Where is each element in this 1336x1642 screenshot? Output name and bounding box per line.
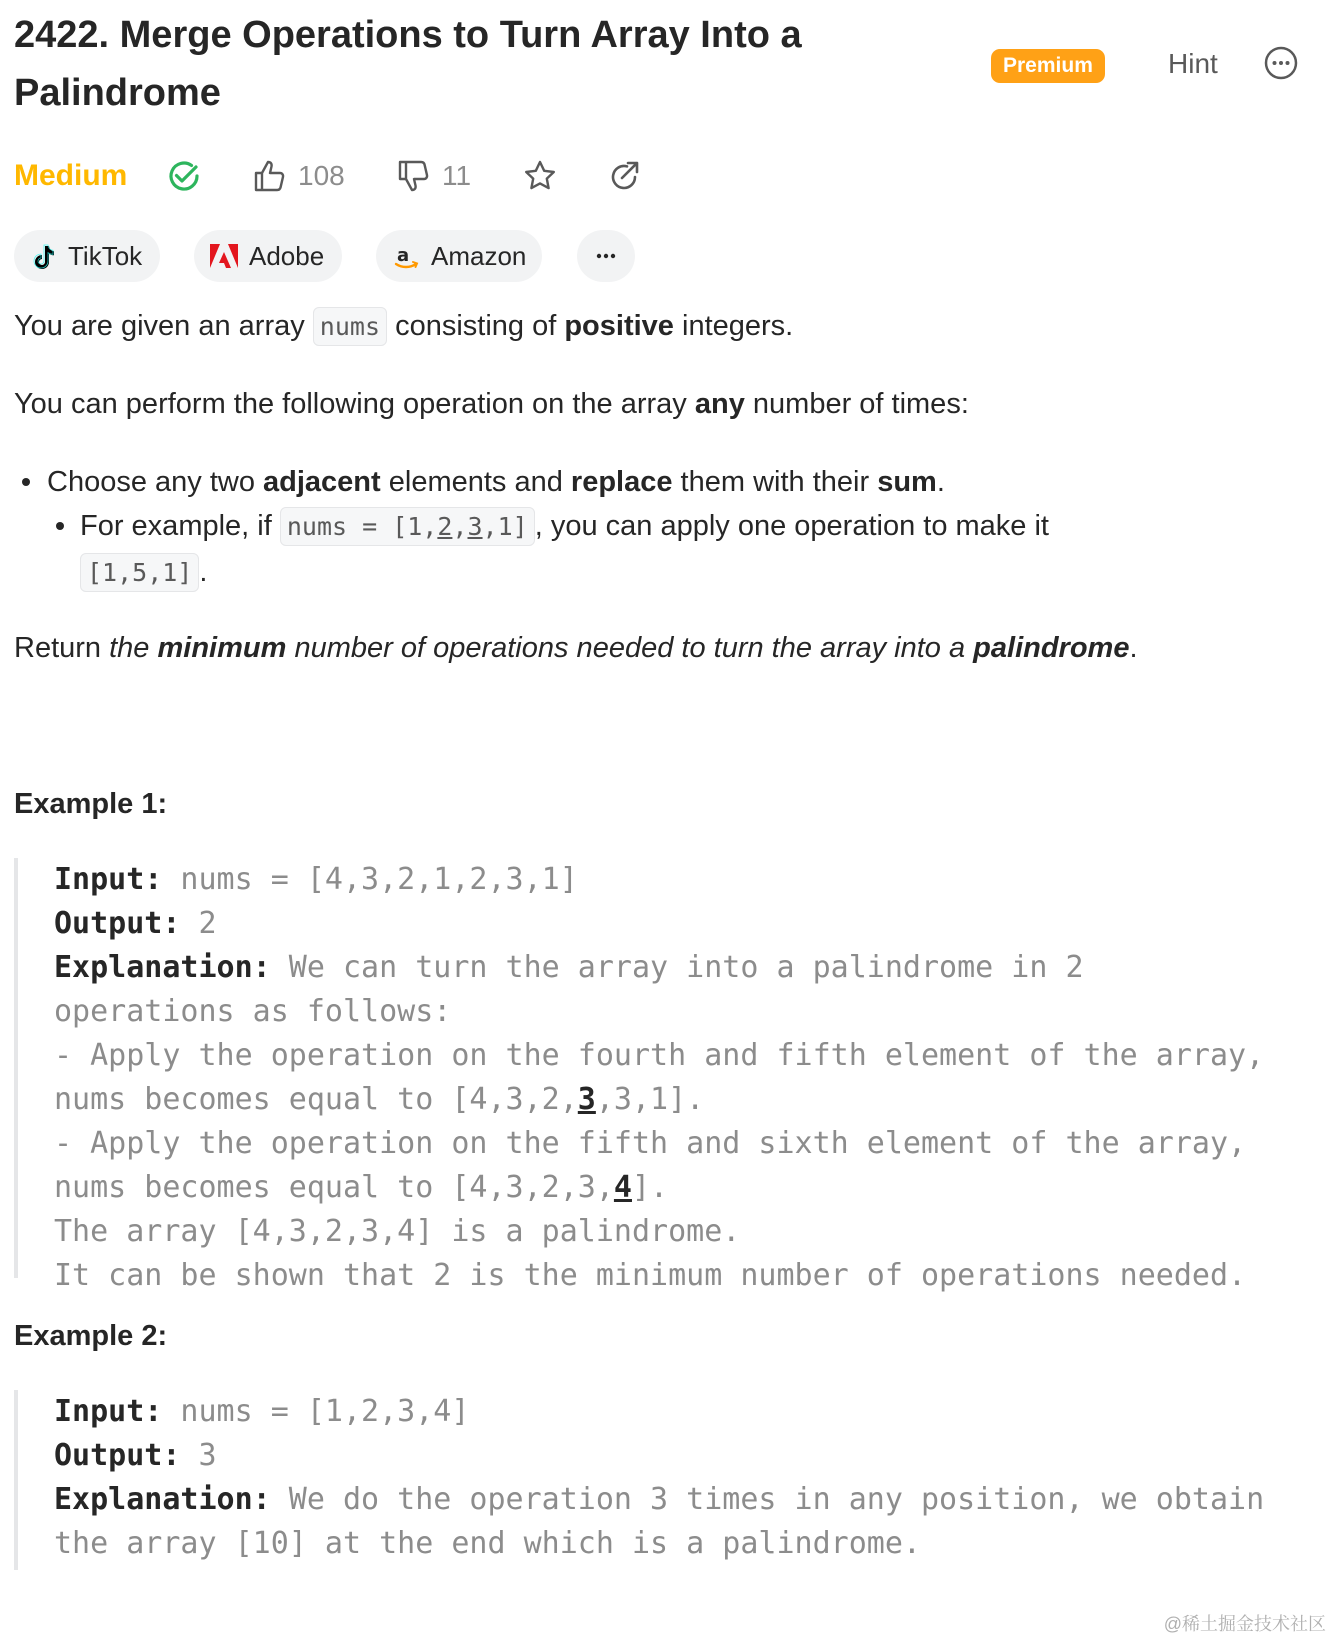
- thumbs-up-icon[interactable]: [252, 158, 288, 194]
- description-paragraph-1: You are given an array nums consisting of positive integers.: [14, 306, 793, 347]
- example-1-block: Input: nums = [4,3,2,1,2,3,1] Output: 2 Explanation: We can turn the array into a palindrome in 2 operations as follows: - Apply the operation on the fourth and fifth element of the array, nums becomes equal to [4,3,2,3,3,1]. - Apply the operation on the fifth and sixth element of the array, nums becomes equal to [4,3,2,3,4]. The array [4,3,2,3,4] is a palindrome. It can be shown that 2 is the minimum number of operations needed.: [14, 858, 1314, 1278]
- company-tag-tiktok[interactable]: [14, 230, 160, 282]
- example-2-block: Input: nums = [1,2,3,4] Output: 3 Explanation: We do the operation 3 times in any position, we obtain the array [10] at the end which is a palindrome.: [14, 1390, 1314, 1570]
- inline-code: nums: [313, 307, 387, 346]
- tag-label: Adobe: [249, 241, 325, 271]
- company-tag-amazon[interactable]: [376, 230, 542, 282]
- watermark: @稀土掘金技术社区: [1163, 1614, 1326, 1634]
- adobe-logo-icon: [210, 244, 238, 268]
- company-tag-adobe[interactable]: [194, 230, 342, 282]
- difficulty-label: Medium: [14, 159, 128, 192]
- svg-text:a: a: [397, 245, 410, 266]
- bullet-dot: [22, 478, 30, 486]
- premium-badge[interactable]: Premium: [991, 49, 1105, 83]
- example-1-title: Example 1:: [14, 788, 168, 820]
- tiktok-logo-icon: [32, 244, 56, 270]
- bullet-item-2: For example, if nums = [1,2,3,1] , you can apply one operation to make it: [80, 506, 1049, 547]
- bullet-dot: [56, 522, 64, 530]
- star-icon[interactable]: [522, 158, 558, 194]
- ellipsis-icon: [594, 244, 618, 268]
- solved-check-icon: [166, 158, 202, 194]
- share-icon[interactable]: [606, 158, 642, 194]
- more-companies-button[interactable]: [577, 230, 635, 282]
- inline-code: nums = [1,2,3,1]: [280, 507, 535, 546]
- more-options-icon[interactable]: [1263, 45, 1299, 81]
- problem-meta-row: [14, 152, 734, 200]
- tag-label: TikTok: [68, 241, 143, 271]
- likes-count: 108: [298, 160, 345, 191]
- hint-button[interactable]: Hint: [1168, 48, 1218, 79]
- bullet-item-1: Choose any two adjacent elements and replace them with their sum.: [47, 466, 945, 498]
- example-2-title: Example 2:: [14, 1320, 168, 1352]
- bullet-item-2-continued: [1,5,1] .: [80, 552, 207, 593]
- description-paragraph-2: You can perform the following operation on the array any number of times:: [14, 388, 969, 420]
- problem-title: 2422. Merge Operations to Turn Array Into a Palindrome: [14, 14, 802, 114]
- description-paragraph-3: Return the minimum number of operations needed to turn the array into a palindrome.: [14, 632, 1138, 664]
- amazon-logo-icon: [394, 244, 420, 270]
- thumbs-down-icon[interactable]: [396, 158, 432, 194]
- inline-code: [1,5,1]: [80, 553, 199, 592]
- dislikes-count: 11: [442, 160, 472, 191]
- tag-label: Amazon: [431, 241, 527, 271]
